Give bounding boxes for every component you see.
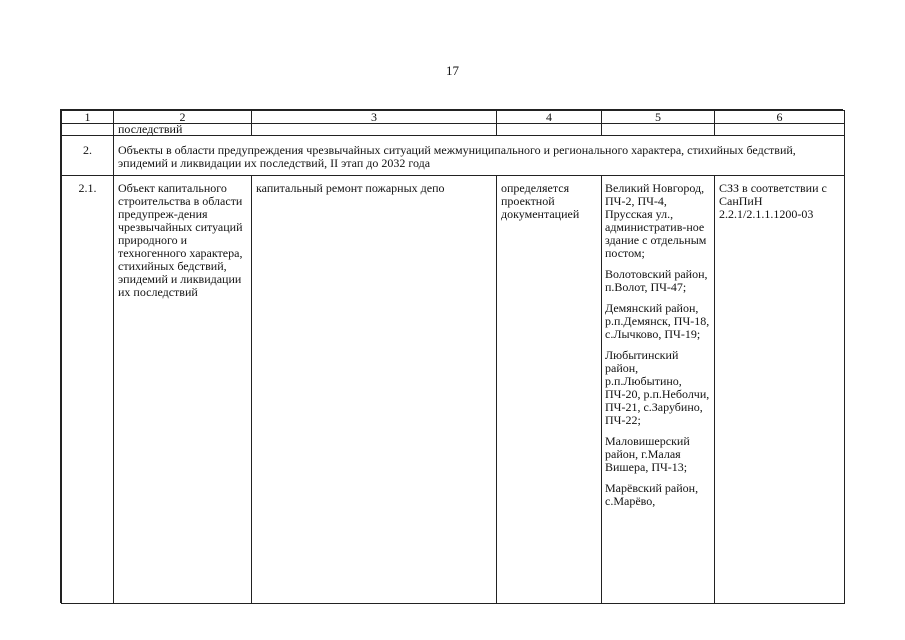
continuation-text: последствий: [114, 124, 252, 136]
location-item: Марёвский район, с.Марёво,: [605, 481, 699, 508]
row-number: 2.1.: [62, 176, 114, 604]
location-item: Любытинский район, р.п.Любытино, ПЧ-20, р.п.Неболчи, ПЧ-21, с.Зарубино, ПЧ-22;: [605, 348, 710, 427]
header-cell: 4: [497, 111, 602, 124]
object-purpose: капитальный ремонт пожарных депо: [252, 176, 497, 604]
header-cell: 3: [252, 111, 497, 124]
location-item: Волотовский район, п.Волот, ПЧ-47;: [605, 267, 708, 294]
table-row: [62, 176, 845, 604]
location-item: Великий Новгород, ПЧ-2, ПЧ-4, Прусская ул., административ-ное здание с отдельным постом;: [605, 181, 707, 260]
object-zones: СЗЗ в соответствии с СанПиН 2.2.1/2.1.1.1200-03: [715, 176, 845, 604]
header-cell: 1: [62, 111, 114, 124]
page-number: 17: [446, 63, 459, 78]
section-title: Объекты в области предупреждения чрезвычайных ситуаций межмуниципального и регионального характера, стихийных бедствий, эпидемий и ликвидации их последствий, II этап до 2032 года: [114, 136, 845, 176]
planning-table: [60, 109, 843, 603]
object-name: Объект капитального строительства в области предупреж-дения чрезвычайных ситуаций природного и техногенного характера, стихийных бедствий, эпидемий и ликвидации их последствий: [114, 176, 252, 604]
location-item: Маловишерский район, г.Малая Вишера, ПЧ-13;: [605, 434, 690, 474]
section-row: [62, 136, 845, 176]
header-cell: 5: [602, 111, 715, 124]
object-locations: [602, 176, 715, 604]
continuation-row: [62, 124, 845, 136]
header-cell: 2: [114, 111, 252, 124]
object-area: определяется проектной документацией: [497, 176, 602, 604]
section-number: 2.: [62, 136, 114, 176]
header-cell: 6: [715, 111, 845, 124]
location-item: Демянский район, р.п.Демянск, ПЧ-18, с.Лычково, ПЧ-19;: [605, 301, 710, 341]
